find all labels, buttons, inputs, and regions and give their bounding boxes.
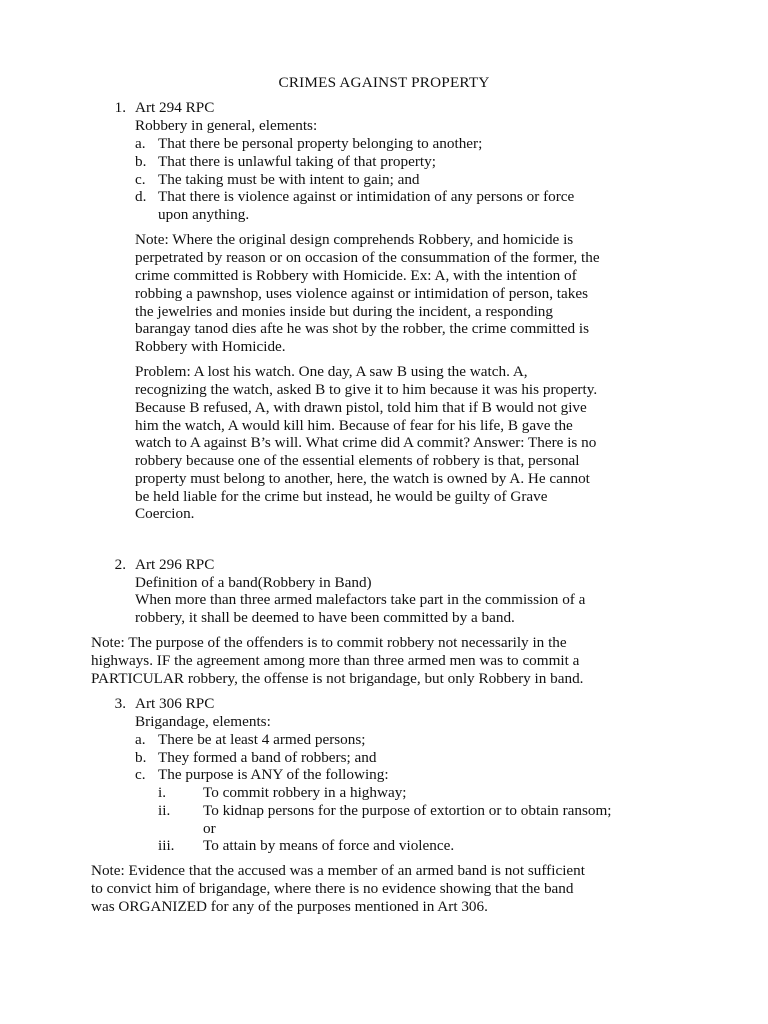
element-letter: b.: [135, 153, 147, 170]
element-letter: c.: [135, 766, 146, 783]
section-1-number: 1.: [114, 99, 126, 116]
element-letter: a.: [135, 135, 146, 152]
element-text: The taking must be with intent to gain; and: [158, 171, 420, 188]
element-letter: c.: [135, 171, 146, 188]
element-text: That there is violence against or intimidation of any persons or force: [158, 188, 575, 205]
section-3-heading: Art 306 RPC: [135, 695, 215, 712]
element-letter: b.: [135, 749, 147, 766]
purpose-numeral: i.: [158, 784, 167, 801]
problem-line: property must belong to another, here, the watch is owned by A. He cannot: [135, 470, 590, 487]
note-line: PARTICULAR robbery, the offense is not brigandage, but only Robbery in band.: [91, 670, 584, 687]
note-line: robbing a pawnshop, uses violence against or intimidation of person, takes: [135, 285, 588, 302]
note-line: barangay tanod dies afte he was shot by the robber, the crime committed is: [135, 320, 590, 337]
problem-line: Because B refused, A, with drawn pistol, told him that if B would not give: [135, 399, 587, 416]
purpose-text-continued: or: [203, 820, 216, 837]
page-title: CRIMES AGAINST PROPERTY: [278, 74, 490, 91]
element-text-continued: upon anything.: [158, 206, 250, 223]
note-line: to convict him of brigandage, where there is no evidence showing that the band: [91, 880, 574, 897]
element-text: They formed a band of robbers; and: [158, 749, 377, 766]
note-line: Note: The purpose of the offenders is to commit robbery not necessarily in the: [91, 634, 567, 651]
note-line: was ORGANIZED for any of the purposes mentioned in Art 306.: [91, 898, 488, 915]
problem-line: recognizing the watch, asked B to give it to him because it was his property.: [135, 381, 598, 398]
definition-line: When more than three armed malefactors take part in the commission of a: [135, 591, 586, 608]
purpose-text: To attain by means of force and violence.: [203, 837, 455, 854]
element-text: That there is unlawful taking of that property;: [158, 153, 436, 170]
problem-line: Coercion.: [135, 505, 195, 522]
note-line: the jewelries and monies inside but during the incident, a responding: [135, 303, 553, 320]
note-line: Note: Where the original design comprehends Robbery, and homicide is: [135, 231, 574, 248]
element-text: There be at least 4 armed persons;: [158, 731, 366, 748]
section-2-heading: Art 296 RPC: [135, 556, 215, 573]
problem-line: watch to A against B’s will. What crime did A commit? Answer: There is no: [135, 434, 597, 451]
purpose-numeral: iii.: [158, 837, 175, 854]
element-text: That there be personal property belonging to another;: [158, 135, 483, 152]
note-line: perpetrated by reason or on occasion of the consummation of the former, the: [135, 249, 600, 266]
section-2-subheading: Definition of a band(Robbery in Band): [135, 574, 372, 591]
purpose-numeral: ii.: [158, 802, 171, 819]
problem-line: Problem: A lost his watch. One day, A saw B using the watch. A,: [135, 363, 528, 380]
problem-line: robbery because one of the essential elements of robbery is that, personal: [135, 452, 580, 469]
section-1-subheading: Robbery in general, elements:: [135, 117, 318, 134]
section-3-subheading: Brigandage, elements:: [135, 713, 271, 730]
problem-line: him the watch, A would kill him. Because of fear for his life, B gave the: [135, 417, 573, 434]
problem-line: be held liable for the crime but instead, he would be guilty of Grave: [135, 488, 548, 505]
purpose-text: To commit robbery in a highway;: [203, 784, 407, 801]
section-1-heading: Art 294 RPC: [135, 99, 215, 116]
purpose-text: To kidnap persons for the purpose of extortion or to obtain ransom;: [203, 802, 612, 819]
section-2-number: 2.: [114, 556, 126, 573]
section-3-number: 3.: [114, 695, 126, 712]
element-text: The purpose is ANY of the following:: [158, 766, 389, 783]
note-line: Note: Evidence that the accused was a member of an armed band is not sufficient: [91, 862, 585, 879]
element-letter: d.: [135, 188, 147, 205]
element-letter: a.: [135, 731, 146, 748]
note-line: crime committed is Robbery with Homicide. Ex: A, with the intention of: [135, 267, 577, 284]
note-line: Robbery with Homicide.: [135, 338, 286, 355]
definition-line: robbery, it shall be deemed to have been committed by a band.: [135, 609, 515, 626]
note-line: highways. IF the agreement among more than three armed men was to commit a: [91, 652, 580, 669]
